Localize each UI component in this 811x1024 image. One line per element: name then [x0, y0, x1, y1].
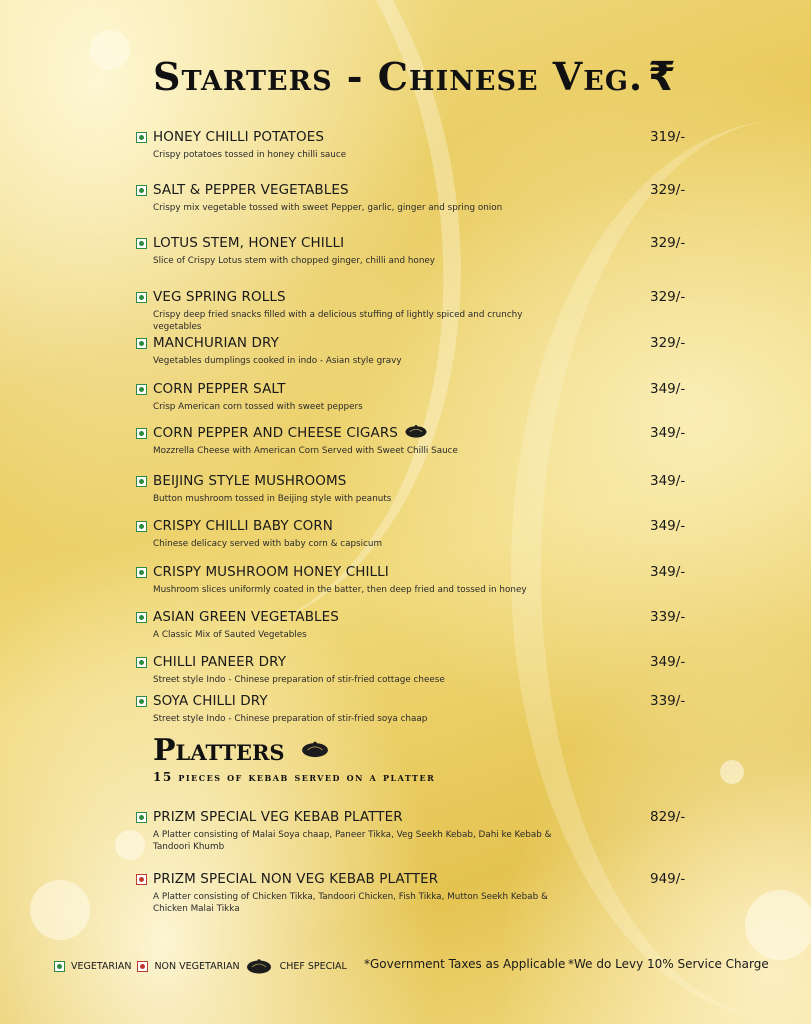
bokeh-light — [720, 760, 744, 784]
bokeh-light — [90, 30, 130, 70]
currency-symbol: ₹ — [648, 54, 676, 100]
veg-indicator-icon — [136, 521, 147, 532]
item-description: A Classic Mix of Sauted Vegetables — [153, 630, 307, 640]
item-price: 329/- — [650, 182, 686, 198]
legend-vegetarian: VEGETARIAN — [71, 960, 132, 972]
item-price: 949/- — [650, 871, 686, 887]
non-veg-indicator-icon — [136, 874, 147, 885]
item-name: BEIJING STYLE MUSHROOMS — [153, 473, 347, 489]
veg-indicator-icon — [136, 476, 147, 487]
chef-special-icon — [404, 424, 428, 438]
veg-indicator-icon — [136, 657, 147, 668]
item-price: 319/- — [650, 129, 686, 145]
item-name: CHILLI PANEER DRY — [153, 654, 287, 670]
veg-indicator-icon — [136, 812, 147, 823]
legend-chef-special: CHEF SPECIAL — [279, 960, 347, 972]
bokeh-light — [115, 830, 145, 860]
veg-indicator-icon — [136, 238, 147, 249]
item-price: 349/- — [650, 564, 686, 580]
item-name: CRISPY MUSHROOM HONEY CHILLI — [153, 564, 389, 580]
item-price: 349/- — [650, 473, 686, 489]
item-price: 349/- — [650, 654, 686, 670]
item-description: Crispy deep fried snacks filled with a delicious stuffing of lightly spiced and crunchy vegetables — [153, 310, 523, 332]
item-name: PRIZM SPECIAL NON VEG KEBAB PLATTER — [153, 871, 439, 887]
item-description: Button mushroom tossed in Beijing style with peanuts — [153, 494, 392, 504]
veg-indicator-icon — [136, 292, 147, 303]
item-name: CRISPY CHILLI BABY CORN — [153, 518, 334, 534]
chef-special-icon — [301, 740, 329, 758]
bokeh-light — [745, 890, 811, 960]
veg-indicator-icon — [136, 132, 147, 143]
item-description: A Platter consisting of Malai Soya chaap, Paneer Tikka, Veg Seekh Kebab, Dahi ke Kebab & Tandoori Khumb — [153, 830, 552, 852]
item-price: 329/- — [650, 289, 686, 305]
service-charge-note: *We do Levy 10% Service Charge — [568, 957, 769, 971]
item-description: Chinese delicacy served with baby corn & capsicum — [153, 539, 383, 549]
item-description: Street style Indo - Chinese preparation of stir-fried cottage cheese — [153, 675, 445, 685]
item-name: SOYA CHILLI DRY — [153, 693, 268, 709]
item-price: 339/- — [650, 609, 686, 625]
item-description: Crisp American corn tossed with sweet peppers — [153, 402, 363, 412]
legend — [54, 958, 353, 974]
item-description: Mozzrella Cheese with American Corn Served with Sweet Chilli Sauce — [153, 446, 458, 456]
taxes-note: *Government Taxes as Applicable — [364, 957, 566, 971]
veg-indicator-icon — [136, 428, 147, 439]
item-name: MANCHURIAN DRY — [153, 335, 279, 351]
veg-indicator-icon — [136, 384, 147, 395]
item-description: Crispy mix vegetable tossed with sweet Pepper, garlic, ginger and spring onion — [153, 203, 503, 213]
legend-non-vegetarian: NON VEGETARIAN — [154, 960, 240, 972]
chef-special-icon — [246, 958, 272, 974]
item-name: CORN PEPPER AND CHEESE CIGARS — [153, 425, 428, 441]
item-name: ASIAN GREEN VEGETABLES — [153, 609, 339, 625]
item-name: LOTUS STEM, HONEY CHILLI — [153, 235, 345, 251]
item-description: Slice of Crispy Lotus stem with chopped ginger, chilli and honey — [153, 256, 436, 266]
item-name: SALT & PEPPER VEGETABLES — [153, 182, 349, 198]
item-name: VEG SPRING ROLLS — [153, 289, 286, 305]
veg-indicator-icon — [136, 185, 147, 196]
veg-indicator-icon — [54, 961, 65, 972]
platters-subtitle: 15 pieces of kebab served on a platter — [153, 770, 436, 784]
item-price: 329/- — [650, 335, 686, 351]
item-description: Street style Indo - Chinese preparation of stir-fried soya chaap — [153, 714, 428, 724]
platters-title: Platters — [153, 733, 329, 768]
veg-indicator-icon — [136, 338, 147, 349]
item-name: HONEY CHILLI POTATOES — [153, 129, 325, 145]
item-name: PRIZM SPECIAL VEG KEBAB PLATTER — [153, 809, 403, 825]
item-description: Vegetables dumplings cooked in indo - Asian style gravy — [153, 356, 402, 366]
item-price: 829/- — [650, 809, 686, 825]
item-description: Mushroom slices uniformly coated in the batter, then deep fried and tossed in honey — [153, 585, 527, 595]
non-veg-indicator-icon — [137, 961, 148, 972]
item-price: 329/- — [650, 235, 686, 251]
veg-indicator-icon — [136, 567, 147, 578]
item-price: 349/- — [650, 381, 686, 397]
item-description: A Platter consisting of Chicken Tikka, Tandoori Chicken, Fish Tikka, Mutton Seekh Kebab & Chicken Malai Tikka — [153, 892, 548, 914]
item-price: 349/- — [650, 518, 686, 534]
bokeh-light — [30, 880, 90, 940]
page-title: Starters - Chinese Veg. — [153, 54, 644, 99]
item-description: Crispy potatoes tossed in honey chilli sauce — [153, 150, 347, 160]
veg-indicator-icon — [136, 612, 147, 623]
item-price: 349/- — [650, 425, 686, 441]
item-price: 339/- — [650, 693, 686, 709]
item-name: CORN PEPPER SALT — [153, 381, 286, 397]
veg-indicator-icon — [136, 696, 147, 707]
